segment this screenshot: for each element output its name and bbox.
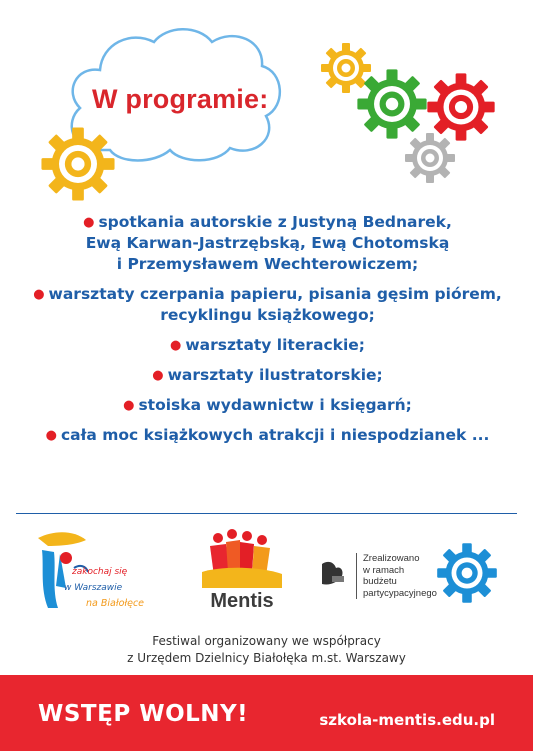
program-line: ● warsztaty czerpania papieru, pisania gęsim piórem, bbox=[33, 285, 502, 303]
program-item bbox=[30, 335, 505, 356]
program-line: ● spotkania autorskie z Justyną Bednarek, bbox=[83, 213, 452, 231]
gear-icon-grey bbox=[404, 132, 456, 184]
bullet-icon: ● bbox=[83, 215, 95, 230]
gear-icon-yellow-left bbox=[40, 126, 116, 202]
program-line: ● warsztaty ilustratorskie; bbox=[152, 366, 383, 384]
program-heading: W programie: bbox=[92, 84, 269, 114]
program-line: recyklingu książkowego; bbox=[160, 306, 375, 324]
program-list bbox=[30, 212, 505, 455]
bullet-icon: ● bbox=[152, 368, 164, 383]
program-line: ● stoiska wydawnictw i księgarń; bbox=[123, 396, 412, 414]
festival-logo bbox=[34, 528, 168, 620]
mentis-logo bbox=[200, 526, 284, 590]
bullet-icon: ● bbox=[123, 398, 135, 413]
bullet-icon: ● bbox=[170, 338, 182, 353]
warsaw-crest-icon bbox=[318, 560, 348, 588]
website-link[interactable]: szkola-mentis.edu.pl bbox=[319, 711, 495, 729]
bullet-icon: ● bbox=[45, 428, 57, 443]
program-line: ● warsztaty literackie; bbox=[170, 336, 365, 354]
festival-logo-line1: zakochaj się bbox=[72, 567, 128, 577]
festival-logo-line3: na Białołęce bbox=[86, 598, 145, 609]
divider bbox=[16, 513, 517, 514]
program-item bbox=[30, 425, 505, 446]
program-item bbox=[30, 365, 505, 386]
mentis-logo-label: Mentis bbox=[210, 590, 274, 612]
program-item bbox=[30, 395, 505, 416]
program-item bbox=[30, 284, 505, 326]
gear-icon-green bbox=[356, 68, 428, 140]
program-item bbox=[30, 212, 505, 275]
budget-text: Zrealizowano w ramach budżetu partycypacyjnego bbox=[356, 553, 437, 599]
bullet-icon: ● bbox=[33, 287, 45, 302]
program-line: Ewą Karwan-Jastrzębską, Ewą Chotomską bbox=[85, 234, 450, 252]
organizer-note: Festiwal organizowany we współpracy z Urzędem Dzielnicy Białołęka m.st. Warszawy bbox=[127, 634, 406, 665]
free-entry-label: WSTĘP WOLNY! bbox=[38, 701, 249, 727]
program-line: ● cała moc książkowych atrakcji i niespodzianek ... bbox=[45, 426, 490, 444]
program-line: i Przemysławem Wechterowiczem; bbox=[116, 255, 419, 273]
festival-logo-line2: w Warszawie bbox=[64, 583, 123, 593]
gear-icon-blue bbox=[436, 542, 498, 604]
